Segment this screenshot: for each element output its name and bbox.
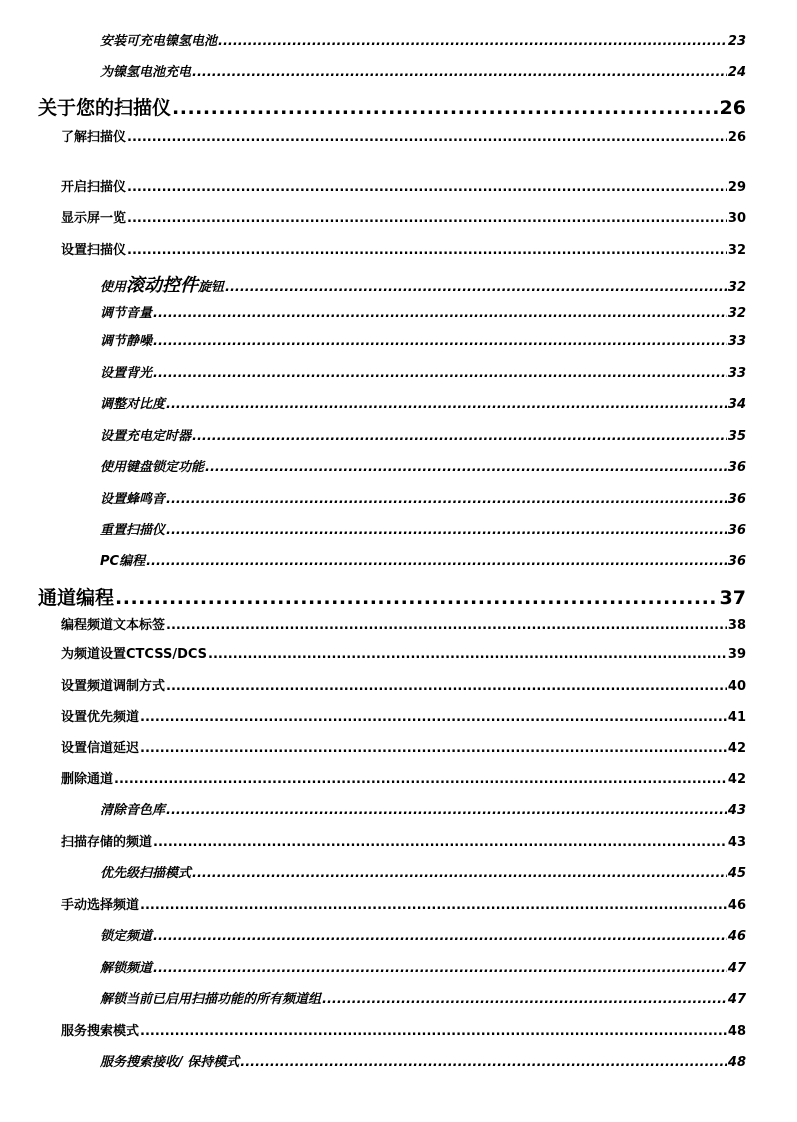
dot-leader <box>127 211 727 226</box>
dot-leader <box>166 803 727 818</box>
toc-entry[interactable] <box>100 925 746 943</box>
toc-entry[interactable] <box>100 988 746 1006</box>
toc-entry[interactable] <box>61 737 746 755</box>
toc-entry-label: 重置扫描仪 <box>100 523 166 538</box>
toc-page-number: 26 <box>719 97 746 119</box>
toc-page-number: 32 <box>727 280 746 295</box>
toc-page-number: 24 <box>727 65 746 80</box>
toc-page-number: 36 <box>727 460 746 475</box>
toc-entry-label: 手动选择频道 <box>61 898 140 913</box>
toc-page-number: 36 <box>727 554 746 569</box>
toc-entry-label: 开启扫描仪 <box>61 180 127 195</box>
toc-chapter-entry[interactable] <box>38 583 746 609</box>
toc-entry[interactable] <box>100 550 746 568</box>
toc-page-number: 23 <box>727 34 746 49</box>
dot-leader <box>240 1055 727 1070</box>
toc-entry-label <box>100 271 224 297</box>
toc-entry[interactable] <box>61 614 746 632</box>
toc-entry[interactable] <box>100 425 746 443</box>
dot-leader <box>127 243 727 258</box>
dot-leader <box>205 460 727 475</box>
toc-entry-label: 优先级扫描模式 <box>100 866 192 881</box>
toc-page-number: 32 <box>727 243 746 258</box>
toc-entry[interactable] <box>61 239 746 257</box>
dot-leader <box>218 34 727 49</box>
dot-leader <box>166 397 727 412</box>
toc-page-number: 32 <box>727 306 746 321</box>
toc-page-number: 43 <box>727 835 746 850</box>
toc-page-number: 37 <box>719 587 746 609</box>
toc-page-number: 43 <box>727 803 746 818</box>
toc-entry[interactable] <box>100 61 746 79</box>
toc-entry-label: 设置信道延迟 <box>61 741 140 756</box>
toc-entry-label: 调整对比度 <box>100 397 166 412</box>
toc-entry-label: 为镍氢电池充电 <box>100 65 192 80</box>
toc-entry-label: 设置充电定时器 <box>100 429 192 444</box>
toc-page-number: 36 <box>727 492 746 507</box>
dot-leader <box>166 492 727 507</box>
dot-leader <box>192 429 727 444</box>
toc-entry-label: 显示屏一览 <box>61 211 127 226</box>
dot-leader <box>166 618 727 633</box>
toc-entry-label: 了解扫描仪 <box>61 130 127 145</box>
toc-entry[interactable] <box>100 271 746 296</box>
toc-entry[interactable] <box>100 1051 746 1069</box>
toc-entry[interactable] <box>100 957 746 975</box>
toc-page-number: 41 <box>727 710 746 725</box>
toc-entry-label: 锁定频道 <box>100 929 153 944</box>
toc-entry-label: 扫描存储的频道 <box>61 835 153 850</box>
dot-leader <box>127 180 727 195</box>
toc-entry[interactable] <box>100 488 746 506</box>
dot-leader <box>172 97 719 119</box>
dot-leader <box>140 1024 727 1039</box>
toc-page-number: 46 <box>727 898 746 913</box>
toc-page-number: 33 <box>727 334 746 349</box>
dot-leader <box>225 280 727 295</box>
toc-entry[interactable] <box>61 207 746 225</box>
toc-page-number: 33 <box>727 366 746 381</box>
toc-entry[interactable] <box>100 330 746 348</box>
dot-leader <box>140 898 727 913</box>
toc-page-number: 26 <box>727 130 746 145</box>
toc-entry[interactable] <box>61 176 746 194</box>
toc-chapter-label: 关于您的扫描仪 <box>38 97 172 119</box>
toc-entry[interactable] <box>61 126 746 144</box>
toc-page-number: 30 <box>727 211 746 226</box>
toc-entry-label: 设置频道调制方式 <box>61 679 166 694</box>
toc-page-number: 48 <box>727 1055 746 1070</box>
toc-entry[interactable] <box>61 643 746 661</box>
dot-leader <box>166 523 727 538</box>
toc-entry-label: 解锁当前已启用扫描功能的所有频道组 <box>100 992 322 1007</box>
toc-page-number: 34 <box>727 397 746 412</box>
toc-entry-label: 设置背光 <box>100 366 153 381</box>
toc-entry[interactable] <box>100 393 746 411</box>
toc-entry-label: 解锁频道 <box>100 961 153 976</box>
toc-entry-label: 安装可充电镍氢电池 <box>100 34 218 49</box>
dot-leader <box>153 366 727 381</box>
toc-entry[interactable] <box>61 831 746 849</box>
toc-entry-label: 设置优先频道 <box>61 710 140 725</box>
toc-page-number: 35 <box>727 429 746 444</box>
toc-entry-label: 清除音色库 <box>100 803 166 818</box>
toc-chapter-entry[interactable] <box>38 93 746 119</box>
label-part: 旋钮 <box>198 280 225 295</box>
toc-page-number: 36 <box>727 523 746 538</box>
dot-leader <box>322 992 727 1007</box>
toc-entry-label: 调节静噪 <box>100 334 153 349</box>
toc-entry-label: 使用键盘锁定功能 <box>100 460 205 475</box>
dot-leader <box>146 554 727 569</box>
toc-entry[interactable] <box>61 768 746 786</box>
toc-entry-label: 服务搜索接收/ 保持模式 <box>100 1055 240 1070</box>
label-part-large: 滚动控件 <box>126 275 199 296</box>
dot-leader <box>153 961 727 976</box>
toc-page-number: 39 <box>727 647 746 662</box>
toc-entry-label: 设置扫描仪 <box>61 243 127 258</box>
toc-entry[interactable] <box>100 456 746 474</box>
label-part: 使用 <box>100 280 127 295</box>
toc-page-number: 46 <box>727 929 746 944</box>
toc-page-number: 38 <box>727 618 746 633</box>
toc-entry[interactable] <box>61 675 746 693</box>
dot-leader <box>140 741 727 756</box>
dot-leader <box>114 772 727 787</box>
toc-page-number: 47 <box>727 961 746 976</box>
toc-page-number: 47 <box>727 992 746 1007</box>
dot-leader <box>153 334 727 349</box>
toc-entry[interactable] <box>100 302 746 320</box>
toc-entry[interactable] <box>100 799 746 817</box>
toc-entry-label: 服务搜索模式 <box>61 1024 140 1039</box>
dot-leader <box>166 679 727 694</box>
dot-leader <box>153 929 727 944</box>
dot-leader <box>208 647 727 662</box>
toc-page-number: 29 <box>727 180 746 195</box>
toc-page-number: 40 <box>727 679 746 694</box>
toc-chapter-label: 通道编程 <box>38 587 115 609</box>
toc-page-number: 42 <box>727 741 746 756</box>
toc-entry[interactable] <box>100 30 746 48</box>
toc-page-number: 42 <box>727 772 746 787</box>
toc-entry-label: 设置蜂鸣音 <box>100 492 166 507</box>
dot-leader <box>153 835 727 850</box>
toc-entry[interactable] <box>61 706 746 724</box>
toc-entry[interactable] <box>100 519 746 537</box>
dot-leader <box>153 306 727 321</box>
toc-entry-label: 调节音量 <box>100 306 153 321</box>
dot-leader <box>115 587 719 609</box>
toc-page-number: 48 <box>727 1024 746 1039</box>
toc-entry[interactable] <box>61 894 746 912</box>
toc-entry-label: 编程频道文本标签 <box>61 618 166 633</box>
dot-leader <box>140 710 727 725</box>
toc-entry-label: PC编程 <box>100 554 146 569</box>
toc-entry[interactable] <box>100 862 746 880</box>
toc-entry-label: 删除通道 <box>61 772 114 787</box>
dot-leader <box>192 866 727 881</box>
toc-page-number: 45 <box>727 866 746 881</box>
toc-entry-label: 为频道设置CTCSS/DCS <box>61 647 208 662</box>
toc-entry[interactable] <box>100 362 746 380</box>
toc-entry[interactable] <box>61 1020 746 1038</box>
dot-leader <box>192 65 727 80</box>
dot-leader <box>127 130 727 145</box>
